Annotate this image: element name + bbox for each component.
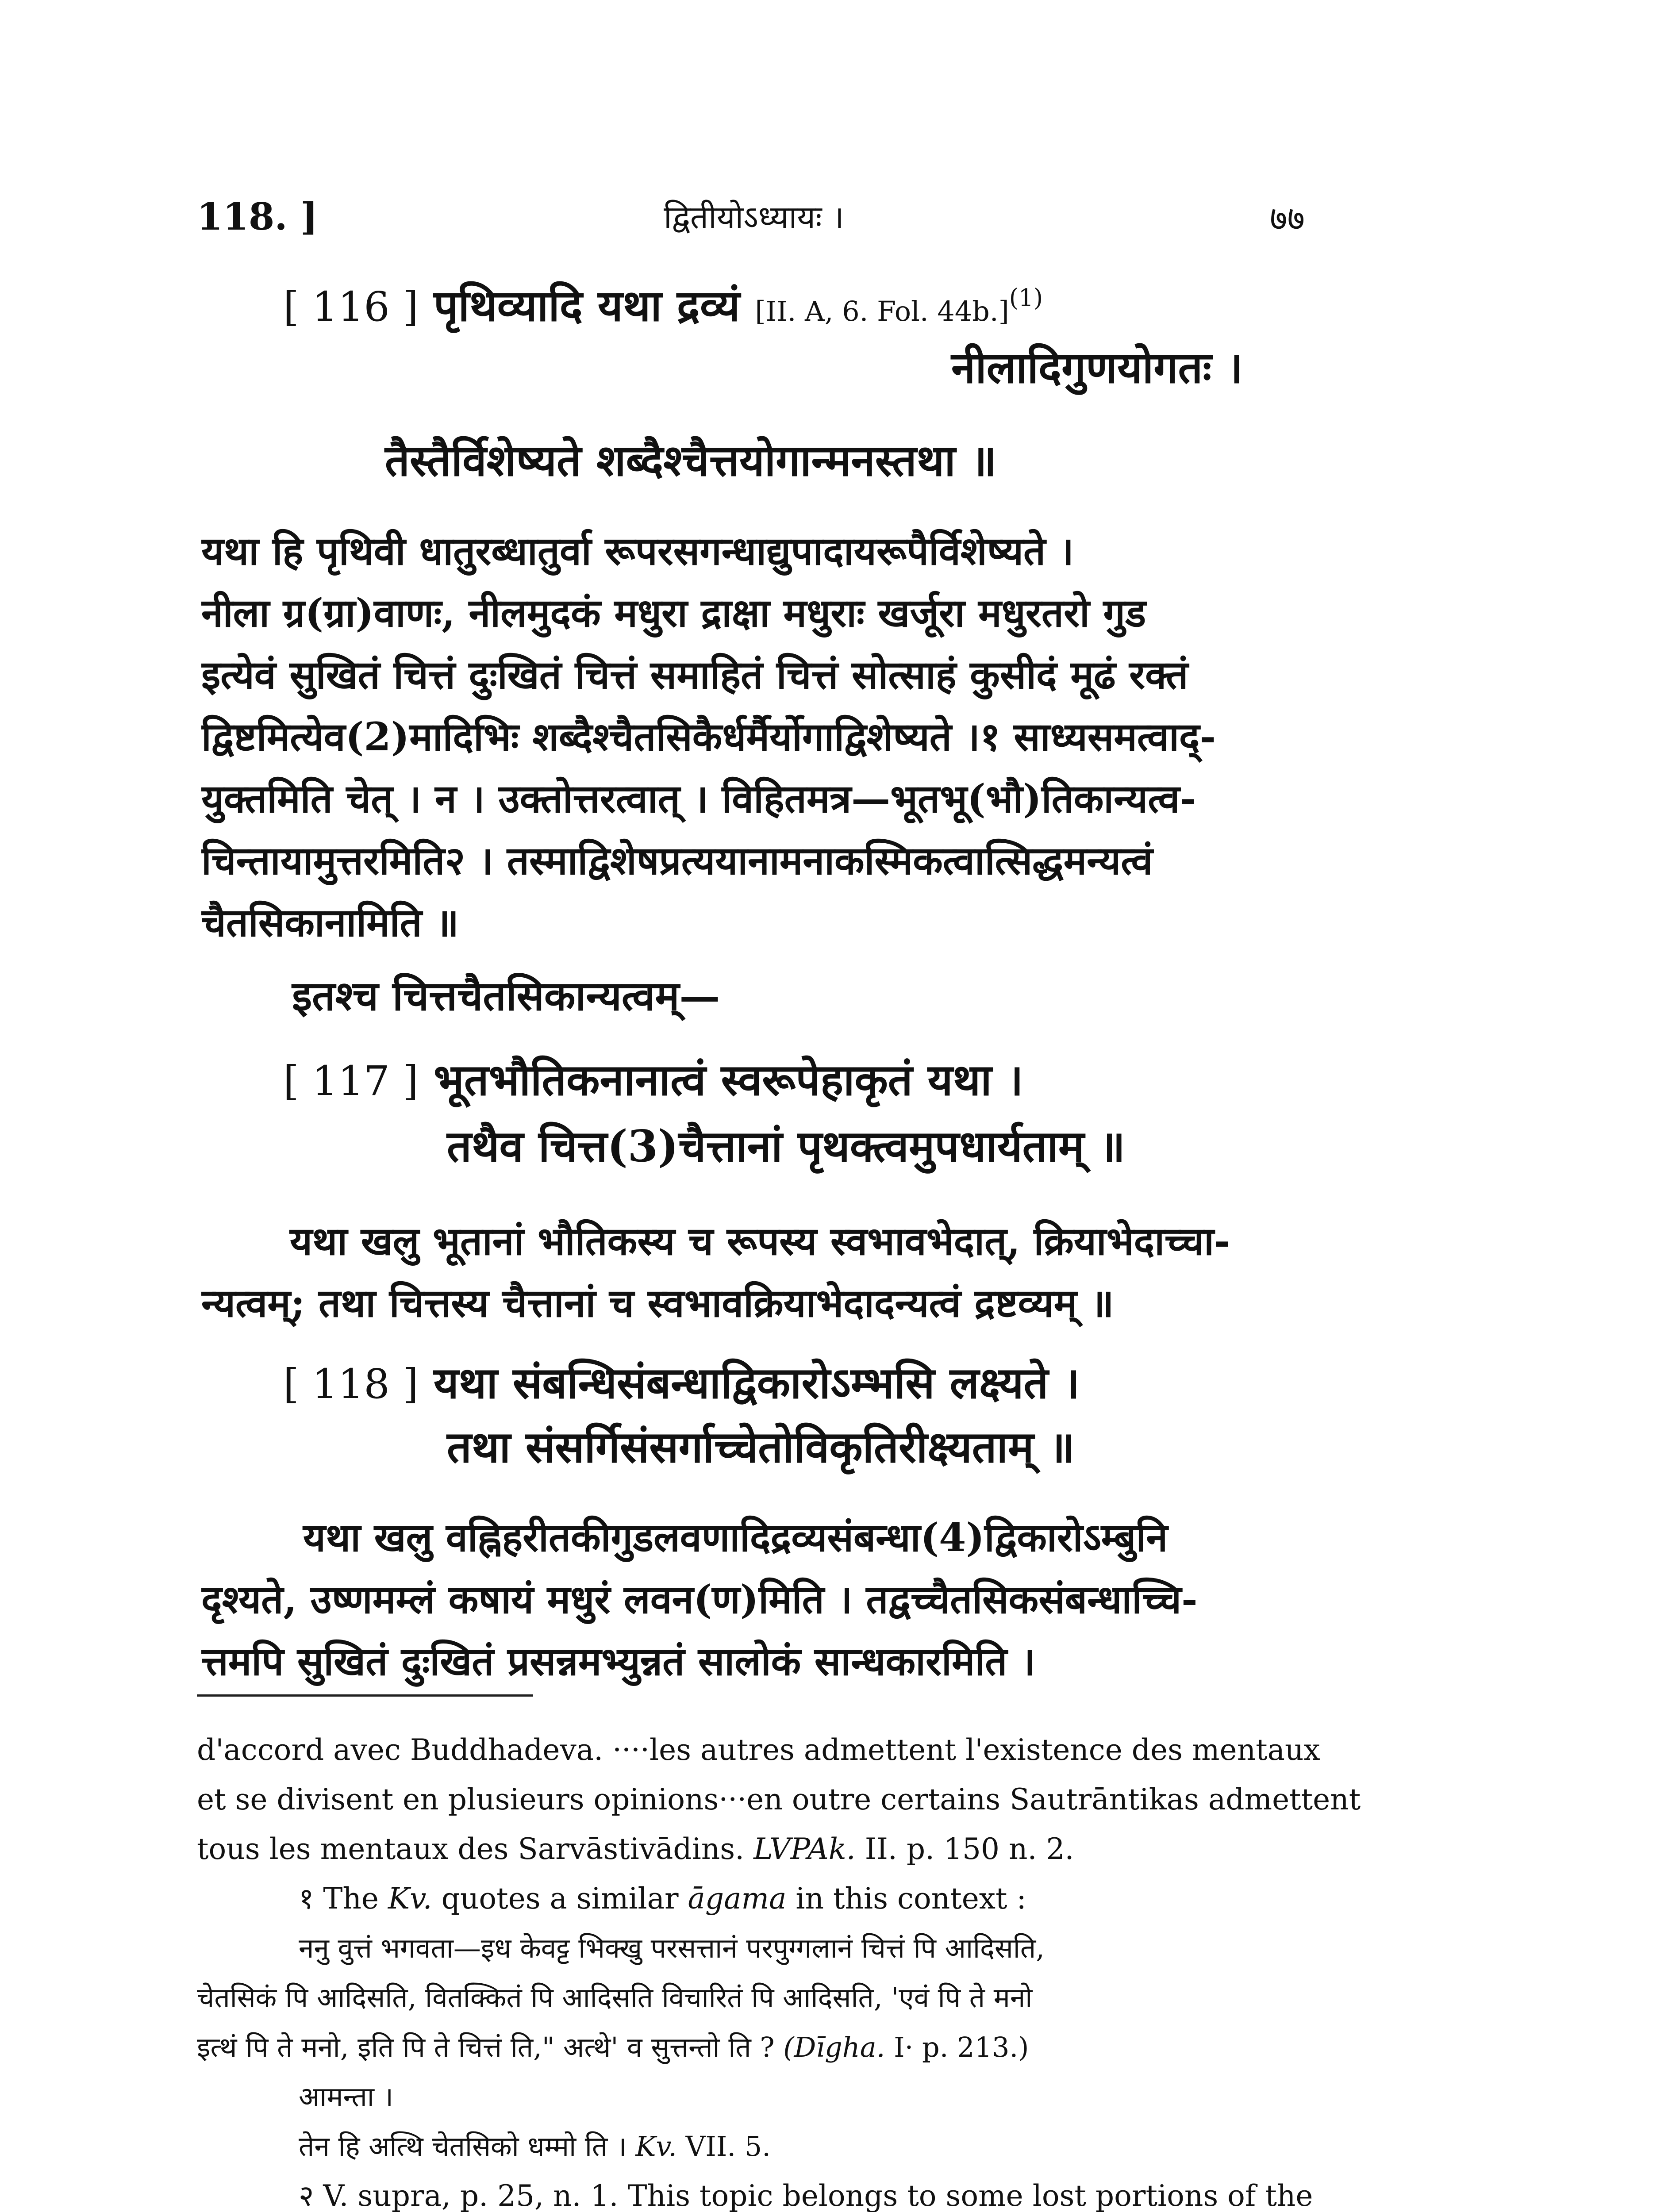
verse-text: यथा संबन्धिसंबन्धाद्विकारोऽम्भसि लक्ष्यते । <box>434 1358 1080 1409</box>
commentary-line: युक्तमिति चेत् । न । उक्तोत्तरत्वात् । विहितमत्र—भूतभू(भौ)तिकान्यत्व- <box>201 776 1196 822</box>
running-header <box>0 195 1672 243</box>
page-label: 118. ] <box>197 195 318 238</box>
footnotes <box>197 1725 1480 2212</box>
commentary-117 <box>201 1210 1484 1334</box>
footnote-1: १ The Kv. quotes a similar āgama in this context : <box>299 1882 1026 1916</box>
verse-117-line-2: तथैव चित्त(3)चैत्तानां पृथक्त्वमुपधार्यताम् ॥ <box>447 1121 1126 1172</box>
footnote-continuation-line: d'accord avec Buddhadeva. ····les autres admettent l'existence des mentaux <box>197 1733 1320 1767</box>
commentary-line: चिन्तायामुत्तरमिति२ । तस्माद्विशेषप्रत्ययानामनाकस्मिकत्वात्सिद्धमन्यत्वं <box>201 837 1153 883</box>
footnote-continuation-line: et se divisent en plusieurs opinions···en outre certains Sautrāntikas admettent <box>197 1782 1361 1816</box>
verse-text: भूतभौतिकनानात्वं स्वरूपेहाकृतं यथा । <box>434 1055 1023 1106</box>
citation-lvpak: LVPAk. <box>753 1832 856 1866</box>
verse-116-line-1b: नीलादिगुणयोगतः । <box>951 342 1243 393</box>
commentary-line: चैतसिकानामिति ॥ <box>201 899 459 945</box>
verse-117-line-1 <box>283 1048 1023 1108</box>
footnote-1-marker: १ <box>299 1882 314 1916</box>
commentary-line: यथा खलु भूतानां भौतिकस्य च रूपस्य स्वभावभेदात्, क्रियाभेदाच्चा- <box>290 1218 1230 1264</box>
footnote-2-marker: २ <box>299 2179 314 2212</box>
footnote-2: २ V. supra, p. 25, n. 1. This topic belongs to some lost portions of the <box>299 2179 1313 2212</box>
manuscript-reference: [II. A, 6. Fol. 44b.] <box>755 295 1009 327</box>
folio-number: ७७ <box>1270 199 1305 238</box>
verse-118-line-2: तथा संसर्गिसंसर्गाच्चेतोविकृतिरीक्ष्यताम् ॥ <box>447 1422 1075 1473</box>
pali-quote-line: चेतसिकं पि आदिसति, वितक्कितं पि आदिसति विचारितं पि आदिसति, 'एवं पि ते मनो <box>197 1982 1033 2014</box>
pali-amanta: आमन्ता । <box>299 2081 394 2113</box>
commentary-line: दृश्यते, उष्णमम्लं कषायं मधुरं लवन(ण)मिति । तद्वच्चैतसिकसंबन्धाच्चि- <box>201 1576 1198 1622</box>
intro-117: इतश्च चित्तचैतसिकान्यत्वम्— <box>292 972 720 1020</box>
commentary-116 <box>201 520 1484 953</box>
pali-quote-line: इत्थं पि ते मनो, इति पि ते चित्तं ति," अत्थे' व सुत्तन्तो ति ? (Dīgha. I· p. 213.) <box>197 2031 1029 2063</box>
running-title: द्वितीयोऽध्यायः । <box>664 199 844 236</box>
pali-tena: तेन हि अत्थि चेतसिको धम्मो ति । Kv. VII. 5. <box>299 2130 771 2162</box>
commentary-line: नीला ग्र(ग्रा)वाणः, नीलमुदकं मधुरा द्राक्षा मधुराः खर्जूरा मधुरतरो गुड <box>201 590 1146 636</box>
commentary-line: न्यत्वम्; तथा चित्तस्य चैत्तानां च स्वभावक्रियाभेदादन्यत्वं द्रष्टव्यम् ॥ <box>201 1280 1114 1326</box>
commentary-line: त्तमपि सुखितं दुःखितं प्रसन्नमभ्युन्नतं सालोकं सान्धकारमिति । <box>201 1638 1036 1684</box>
verse-number: [ 118 ] <box>283 1360 419 1408</box>
verse-118-line-1 <box>283 1352 1080 1411</box>
commentary-118 <box>201 1506 1484 1692</box>
footnote-continuation-line: tous les mentaux des Sarvāstivādins. LVPAk. II. p. 150 n. 2. <box>197 1832 1074 1866</box>
verse-number: [ 116 ] <box>283 283 419 330</box>
pali-quote-line: ननु वुत्तं भगवता—इध केवट्ट भिक्खु परसत्तानं परपुग्गलानं चित्तं पि आदिसति, <box>299 1932 1045 1964</box>
verse-number: [ 117 ] <box>283 1057 419 1105</box>
commentary-line: यथा खलु वह्निहरीतकीगुडलवणादिद्रव्यसंबन्धा(4)द्विकारोऽम्बुनि <box>303 1514 1168 1560</box>
verse-text: पृथिव्यादि यथा द्रव्यं <box>434 280 740 331</box>
verse-116-line-1 <box>283 274 1043 334</box>
footnote-marker: (1) <box>1009 284 1043 312</box>
commentary-line: द्विष्टमित्येव(2)मादिभिः शब्दैश्चैतसिकैर्धर्मैर्योगाद्विशेष्यते ।१ साध्यसमत्वाद्- <box>201 714 1216 760</box>
footnote-divider <box>197 1694 533 1697</box>
verse-116-line-2: तैस्तैर्विशेष्यते शब्दैश्चैत्तयोगान्मनस्तथा ॥ <box>385 435 997 486</box>
commentary-line: यथा हि पृथिवी धातुरब्धातुर्वा रूपरसगन्धाद्युपादायरूपैर्विशेष्यते । <box>201 528 1074 574</box>
commentary-line: इत्येवं सुखितं चित्तं दुःखितं चित्तं समाहितं चित्तं सोत्साहं कुसीदं मूढं रक्तं <box>201 652 1188 698</box>
citation-kv: Kv. <box>635 2130 677 2162</box>
citation-digha: (Dīgha. <box>783 2031 885 2063</box>
